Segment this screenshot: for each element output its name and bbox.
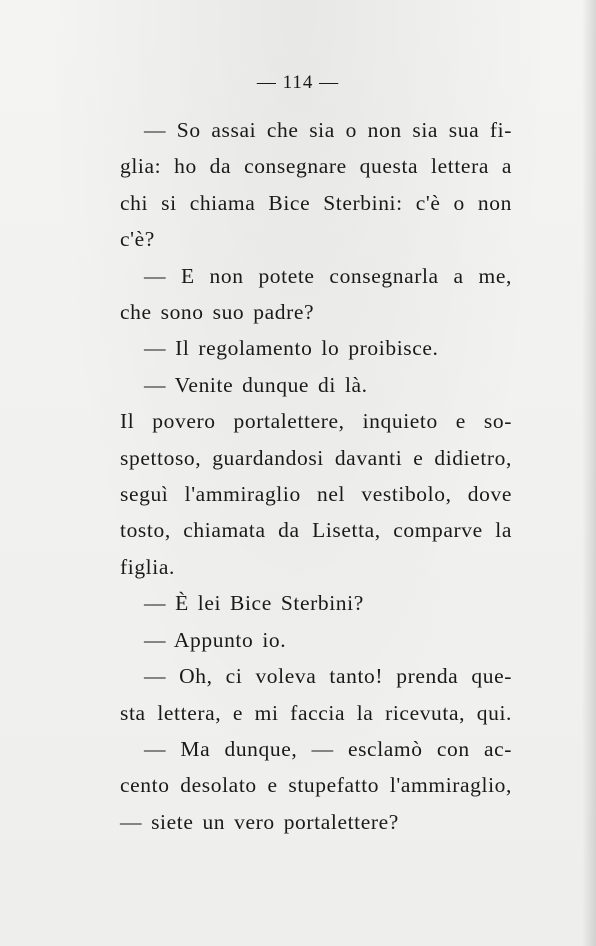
text-line: — È lei Bice Sterbini?	[144, 591, 364, 616]
page-edge-shadow	[582, 0, 596, 946]
text-line: — Ma dunque, — esclamò con ac-	[144, 736, 512, 761]
page-number: — 114 —	[256, 72, 340, 93]
text-line: tosto, chiamata da Lisetta, comparve la	[120, 518, 512, 543]
text-line: chi si chiama Bice Sterbini: c'è o non c'è?	[120, 190, 512, 252]
text-line: che sono suo padre?	[120, 300, 315, 325]
text-line: Il povero portalettere, inquieto e so-	[120, 409, 512, 434]
text-line: — So assai che sia o non sia sua fi-	[144, 118, 512, 142]
text-line: sta lettera, e mi faccia la ricevuta, qui.	[120, 700, 512, 725]
text-line: — Venite dunque di là.	[144, 372, 368, 397]
text-line: spettoso, guardandosi davanti e didietro,	[120, 445, 512, 470]
text-line: — Il regolamento lo proibisce.	[144, 336, 439, 361]
text-line: — siete un vero portalettere?	[120, 809, 399, 834]
text-line: glia: ho da consegnare questa lettera a	[120, 154, 512, 179]
text-line: cento desolato e stupefatto l'ammiraglio,	[120, 773, 512, 798]
text-line: — Oh, ci voleva tanto! prenda que-	[144, 664, 512, 689]
text-line: figlia.	[120, 554, 175, 579]
text-line: seguì l'ammiraglio nel vestibolo, dove	[120, 482, 512, 507]
text-line: — Appunto io.	[144, 627, 287, 652]
body-text	[120, 112, 512, 840]
text-line: — E non potete consegnarla a me,	[144, 263, 512, 288]
